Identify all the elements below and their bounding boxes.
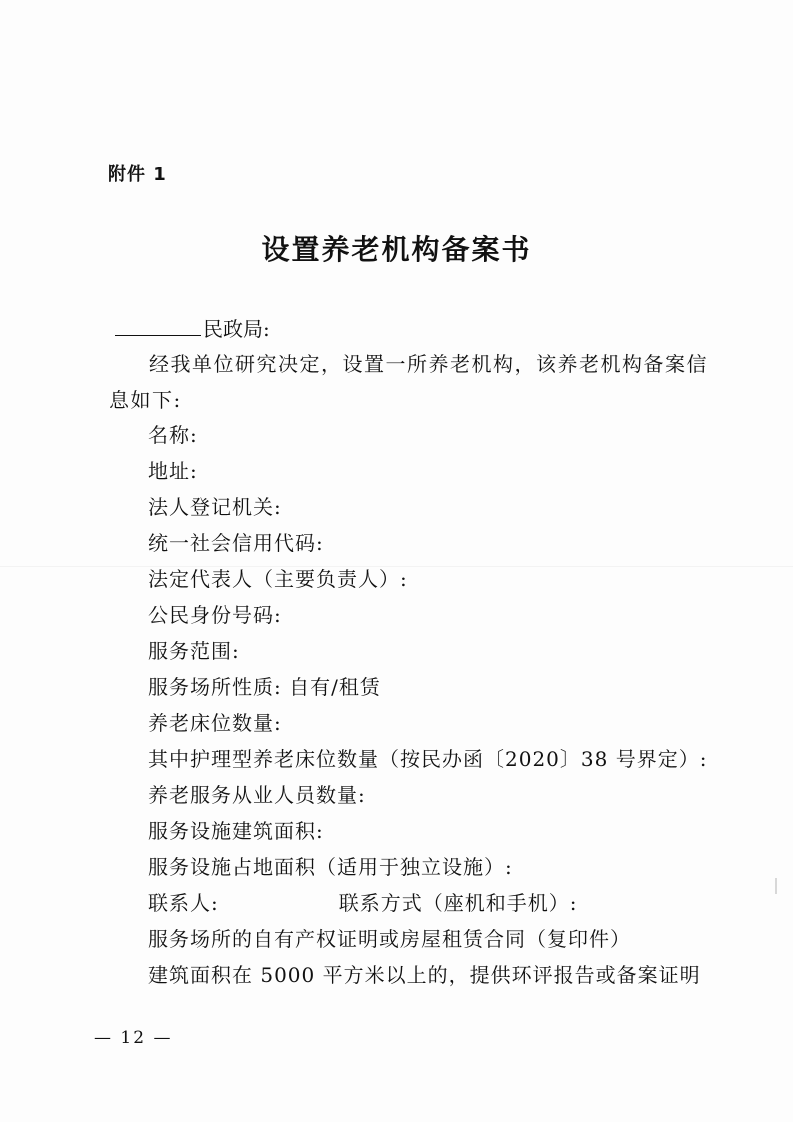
field-service-scope: 服务范围: xyxy=(148,639,240,663)
page-number: — 12 — xyxy=(94,1028,173,1048)
field-staff-count: 养老服务从业人员数量: xyxy=(148,783,366,807)
field-nursing-bed-count: 其中护理型养老床位数量（按民办函〔2020〕38 号界定）: xyxy=(148,747,708,771)
ownership-documents: 服务场所的自有产权证明或房屋租赁合同（复印件） xyxy=(148,927,631,951)
field-premises-nature: 服务场所性质: 自有/租赁 xyxy=(148,675,381,699)
addressee-line xyxy=(115,315,270,342)
scan-edge-mark xyxy=(775,878,777,894)
field-credit-code: 统一社会信用代码: xyxy=(148,531,324,555)
field-address: 地址: xyxy=(148,459,198,483)
field-contact-method: 联系方式（座机和手机）: xyxy=(338,891,578,915)
field-id-number: 公民身份号码: xyxy=(148,603,282,627)
field-land-area: 服务设施占地面积（适用于独立设施）: xyxy=(148,855,513,879)
field-legal-representative: 法定代表人（主要负责人）: xyxy=(148,567,408,591)
field-registration-authority: 法人登记机关: xyxy=(148,495,282,519)
field-name: 名称: xyxy=(148,423,198,447)
attachment-label: 附件 1 xyxy=(108,164,167,185)
addressee-blank xyxy=(115,315,201,336)
field-building-area: 服务设施建筑面积: xyxy=(148,819,324,843)
contact-line xyxy=(148,890,578,916)
environment-documents: 建筑面积在 5000 平方米以上的，提供环评报告或备案证明 xyxy=(148,963,701,987)
addressee-suffix: 民政局: xyxy=(203,317,270,341)
field-contact-person: 联系人: xyxy=(148,891,219,915)
field-bed-count: 养老床位数量: xyxy=(148,711,282,735)
intro-paragraph: 经我单位研究决定，设置一所养老机构，该养老机构备案信息如下: xyxy=(109,352,708,412)
document-title: 设置养老机构备案书 xyxy=(261,233,532,266)
